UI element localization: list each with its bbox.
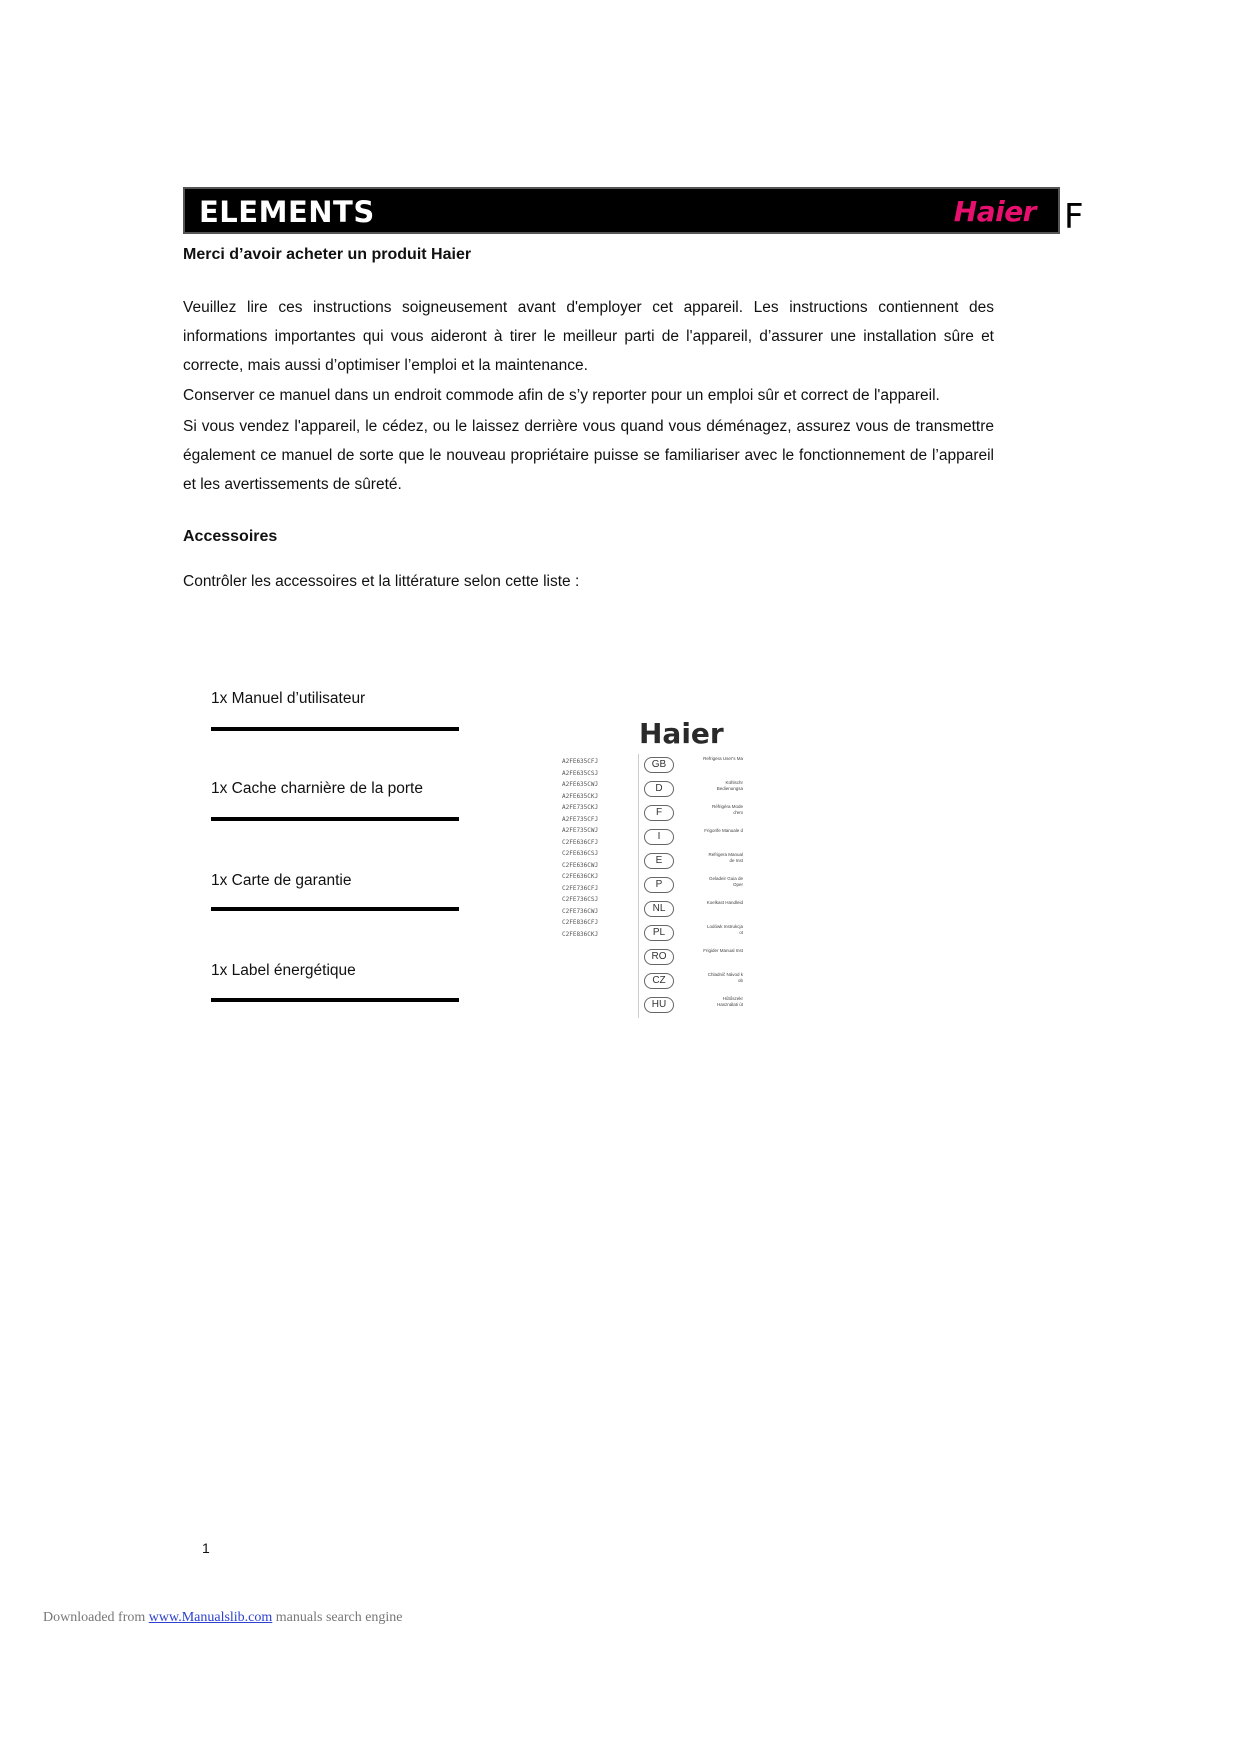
- language-row: [639, 946, 743, 970]
- model-number: C2FE836CFJ: [562, 919, 599, 926]
- intro-paragraph-2: Conserver ce manuel dans un endroit commode afin de s’y reporter pour un emploi sûr et correct de l'appareil.: [183, 387, 940, 404]
- model-number: A2FE735CWJ: [562, 827, 599, 834]
- language-row: [639, 778, 743, 802]
- model-number: A2FE635CSJ: [562, 769, 599, 777]
- accessories-check-text: Contrôler les accessoires et la littérature selon cette liste :: [183, 573, 580, 590]
- language-code: HU: [644, 997, 674, 1013]
- model-number: C2FE736CSJ: [562, 896, 599, 903]
- header-bar: [183, 187, 1060, 234]
- accessory-underline: [211, 817, 459, 821]
- model-number: C2FE736CFJ: [562, 884, 599, 892]
- model-number: C2FE636CSJ: [562, 850, 599, 857]
- language-row: [639, 802, 743, 826]
- user-manual-cover-image: [562, 716, 742, 1009]
- accessory-item-hinge-cover: [211, 780, 459, 798]
- accessory-item-warranty-card: [211, 872, 459, 890]
- language-desc: Kühlschr Bedienungsa: [716, 780, 743, 791]
- model-number: A2FE635CFJ: [562, 758, 599, 765]
- language-desc: Frigider Manual Inst: [703, 948, 743, 953]
- language-row: [639, 850, 743, 874]
- language-row: [639, 754, 743, 778]
- language-row: [639, 922, 743, 946]
- language-code: PL: [644, 925, 674, 941]
- intro-subtitle: Merci d’avoir acheter un produit Haier: [183, 246, 472, 263]
- accessory-underline: [211, 727, 459, 731]
- model-number: C2FE636CFJ: [562, 838, 599, 846]
- download-footer: [43, 1610, 403, 1626]
- model-number: A2FE735CFJ: [562, 815, 599, 823]
- model-number: C2FE636CKJ: [562, 873, 599, 880]
- language-row: [639, 826, 743, 850]
- model-number: A2FE635CKJ: [562, 792, 599, 800]
- language-code: P: [644, 877, 674, 893]
- footer-prefix: Downloaded from: [43, 1610, 146, 1625]
- accessory-item-energy-label: [211, 962, 459, 980]
- language-letter: F: [1064, 197, 1084, 237]
- language-desc: Frigorife Manuale d: [704, 828, 743, 833]
- language-code: GB: [644, 757, 674, 773]
- language-code: E: [644, 853, 674, 869]
- language-list: [638, 754, 743, 1018]
- page-number: 1: [202, 1540, 210, 1556]
- language-code: CZ: [644, 973, 674, 989]
- accessory-item-manual: [211, 690, 459, 708]
- intro-paragraph-1: Veuillez lire ces instructions soigneusement avant d'employer cet appareil. Les instructions contiennent des informations importantes qui vous aideront à tirer le meilleur parti de l'appareil, d’assurer une installation sûre et correcte, mais aussi d’optimiser l’emploi et la maintenance.: [183, 299, 994, 374]
- language-desc: Hűtőszekr Használati út: [716, 996, 743, 1007]
- accessory-underline: [211, 998, 459, 1002]
- model-number: A2FE735CKJ: [562, 804, 599, 811]
- language-code: I: [644, 829, 674, 845]
- accessories-title: Accessoires: [183, 528, 278, 545]
- language-desc: Chladnič Návod k ob: [707, 972, 743, 983]
- language-desc: Lodówk Instrukcja ot: [706, 924, 743, 935]
- language-code: NL: [644, 901, 674, 917]
- accessory-label: 1x Manuel d’utilisateur: [211, 690, 366, 707]
- language-desc: Refrigera Manual de Inst: [708, 852, 743, 863]
- language-desc: Refrigera User's Ma: [703, 756, 743, 761]
- language-desc: Réfrigéra Mode d'em: [711, 804, 743, 815]
- language-row: [639, 874, 743, 898]
- language-code: F: [644, 805, 674, 821]
- footer-suffix: manuals search engine: [275, 1610, 403, 1625]
- model-list: [562, 756, 622, 940]
- language-code: D: [644, 781, 674, 797]
- model-number: A2FE635CWJ: [562, 781, 599, 788]
- language-code: RO: [644, 949, 674, 965]
- accessory-label: 1x Carte de garantie: [211, 872, 352, 889]
- language-desc: Geladeir Guia de Oper: [708, 876, 743, 887]
- language-row: [639, 994, 743, 1018]
- model-number: C2FE836CKJ: [562, 930, 599, 938]
- page-title: ELEMENTS: [199, 195, 375, 229]
- accessory-underline: [211, 907, 459, 911]
- model-number: C2FE736CWJ: [562, 907, 599, 915]
- language-row: [639, 898, 743, 922]
- language-row: [639, 970, 743, 994]
- language-desc: Koelkast Handleid: [706, 900, 743, 905]
- manual-brand-logo: Haier: [639, 717, 724, 750]
- manualslib-link[interactable]: www.Manualslib.com: [148, 1610, 273, 1625]
- model-number: C2FE636CWJ: [562, 861, 599, 869]
- brand-logo: Haier: [953, 195, 1036, 228]
- accessory-label: 1x Label énergétique: [211, 962, 356, 979]
- intro-paragraph-3: Si vous vendez l'appareil, le cédez, ou le laissez derrière vous quand vous déménagez, assurez vous de transmettre également ce manuel de sorte que le nouveau propriétaire puisse se familiariser avec le fonctionnement de l’appareil et les avertissements de sûreté.: [183, 418, 994, 493]
- accessory-label: 1x Cache charnière de la porte: [211, 780, 423, 797]
